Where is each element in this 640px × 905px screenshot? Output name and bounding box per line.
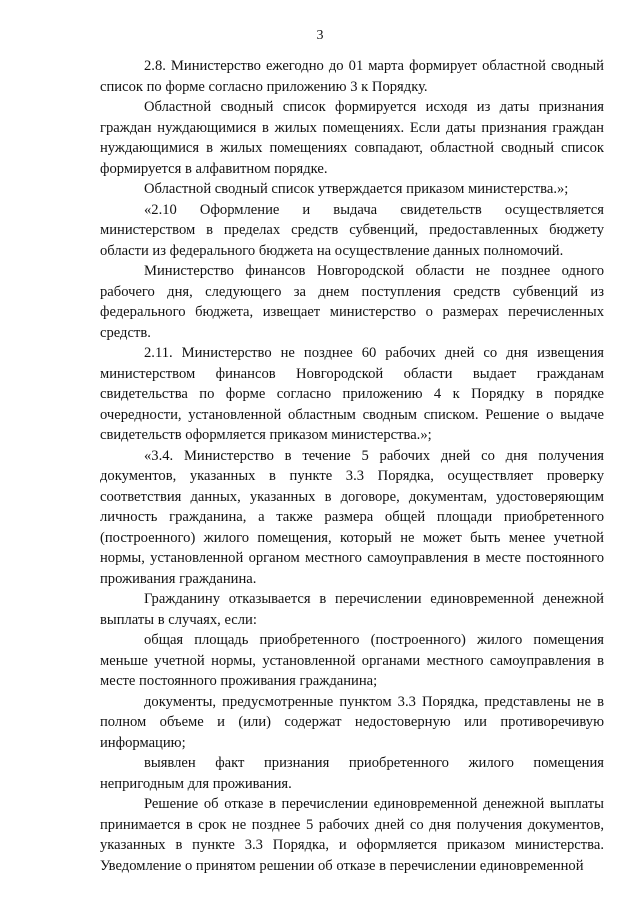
paragraph-list-order: Областной сводный список формируется исходя из даты признания граждан нуждающимися в жилых помещениях. Если даты признания граждан нуждающимися в жилых помещениях совпадают, областной сводный список формируется в алфавитном порядке. — [100, 99, 604, 177]
paragraph-refusal-documents: документы, предусмотренные пунктом 3.3 Порядка, представлены не в полном объеме и (или) содержат недостоверную или противоречивую информацию; — [100, 693, 604, 751]
paragraph-refusal-area: общая площадь приобретенного (построенного) жилого помещения меньше учетной нормы, установленной органами местного самоуправления в месте постоянного проживания гражданина; — [100, 632, 604, 689]
paragraph-list-approval: Областной сводный список утверждается приказом министерства.»; — [144, 181, 569, 197]
paragraph-3-4: «3.4. Министерство в течение 5 рабочих дней со дня получения документов, указанных в пункте 3.3 Порядка, осуществляет проверку соответствия данных, указанных в договоре, документам, удостоверяющим личность гражданина, а также размера общей площади приобретенного (построенного) жилого помещения, который не может быть менее учетной нормы, установленной органом местного самоуправления в месте постоянного проживания гражданина. — [100, 447, 604, 587]
paragraph-refusal-intro: Гражданину отказывается в перечислении единовременной денежной выплаты в случаях, если: — [100, 591, 604, 628]
paragraph-2-8: 2.8. Министерство ежегодно до 01 марта формирует областной сводный список по форме согласно приложению 3 к Порядку. — [100, 58, 604, 95]
paragraph-finance-ministry: Министерство финансов Новгородской области не позднее одного рабочего дня, следующего за днем поступления средств субвенций из федерального бюджета, извещает министерство о размерах перечисленных средств. — [100, 263, 604, 341]
paragraph-2-11: 2.11. Министерство не позднее 60 рабочих дней со дня извещения министерством финансов Новгородской области выдает гражданам свидетельства по форме согласно приложению 4 к Порядку в порядке очередности, установленной областным сводным списком. Решение о выдаче свидетельств оформляется приказом министерства.»; — [100, 345, 604, 443]
paragraph-refusal-decision: Решение об отказе в перечислении единовременной денежной выплаты принимается в срок не позднее 5 рабочих дней со дня получения документов, указанных в пункте 3.3 Порядка, и оформляется приказом министерства. Уведомление о принятом решении об отказе в перечислении единовременной — [100, 796, 604, 874]
paragraph-2-10: «2.10 Оформление и выдача свидетельств осуществляется министерством в пределах средств субвенций, предоставленных бюджету области из федерального бюджета на осуществление данных полномочий. — [100, 201, 604, 259]
paragraph-refusal-unfit: выявлен факт признания приобретенного жилого помещения непригодным для проживания. — [100, 755, 604, 792]
document-body — [100, 56, 604, 876]
page-number: 3 — [316, 28, 324, 43]
